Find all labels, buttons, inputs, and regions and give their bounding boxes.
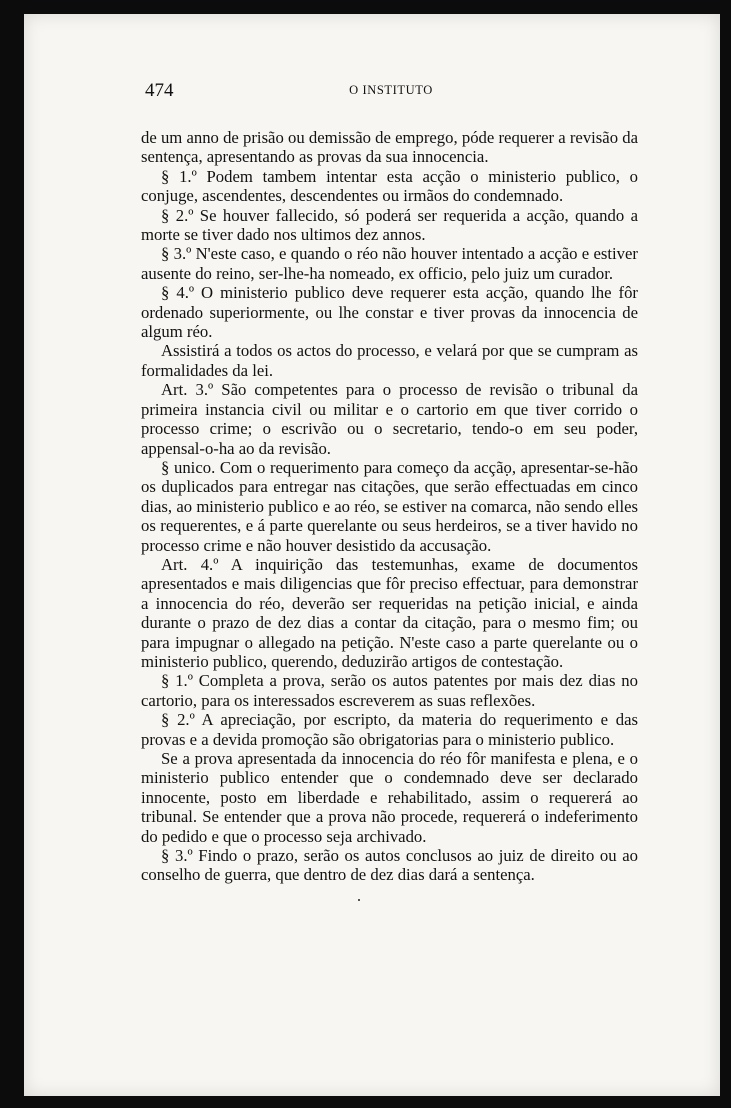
body-text — [141, 128, 638, 885]
paragraph: § 3.º Findo o prazo, serão os autos conclusos ao juiz de direito ou ao conselho de guerra, que dentro de dez dias dará a sentença. — [141, 846, 638, 885]
paragraph: § 1.º Podem tambem intentar esta acção o ministerio publico, o conjuge, ascendentes, descendentes ou irmãos do condemnado. — [141, 166, 638, 206]
paragraph: § 2.º Se houver fallecido, só poderá ser requerida a acção, quando a morte se tiver dado nos ultimos dez annos. — [141, 205, 638, 245]
paragraph: Art. 3.º São competentes para o processo de revisão o tribunal da primeira instancia civil ou militar e o cartorio em que tiver corrido o processo crime; o escrivão ou o secretario, tendo-o em seu poder, appensal-o-ha ao da revisão. — [141, 380, 638, 458]
paragraph: § 1.º Completa a prova, serão os autos patentes por mais dez dias no cartorio, para os interessados escreverem as suas reflexões. — [141, 671, 638, 710]
page-header — [145, 80, 637, 104]
paragraph: Assistirá a todos os actos do processo, e velará por que se cumpram as formalidades da lei. — [141, 341, 638, 380]
paragraph: § unico. Com o requerimento para começo da acção, apresentar-se-hão os duplicados para entregar nas citações, que serão effectuadas em cinco dias, ao ministerio publico e ao réo, se estiver na comarca, não sendo elles os requerentes, e á parte querelante ou seus herdeiros, se a tiver havido no processo crime e não houver desistido da accusação. — [141, 457, 638, 555]
paragraph: § 4.º O ministerio publico deve requerer esta acção, quando lhe fôr ordenado superiormente, ou lhe constar e tiver provas da innocencia de algum réo. — [141, 283, 638, 342]
page-number: 474 — [145, 80, 174, 101]
paragraph: de um anno de prisão ou demissão de emprego, póde requerer a revisão da sentença, apresentando as provas da sua innocencia. — [141, 128, 638, 167]
running-title: O INSTITUTO — [349, 83, 433, 97]
paragraph: Se a prova apresentada da innocencia do réo fôr manifesta e plena, e o ministerio publico entender que o condemnado deve ser declarado innocente, posto em liberdade e rehabilitado, assim o requererá ao tribunal. Se entender que a prova não procede, requererá o indeferimento do pedido e que o processo seja archivado. — [141, 749, 638, 846]
paragraph: Art. 4.º A inquirição das testemunhas, exame de documentos apresentados e mais diligencias que fôr preciso effectuar, para demonstrar a innocencia do réo, deverão ser requeridas na petição inicial, e ainda durante o prazo de dez dias a contar da citação, para o mesmo fim; ou para impugnar o allegado na petição. N'este caso a parte querelante ou o ministerio publico, querendo, deduzirão artigos de contestação. — [141, 554, 638, 671]
paragraph: § 2.º A apreciação, por escripto, da materia do requerimento e das provas e a devida promoção são obrigatorias para o ministerio publico. — [141, 710, 638, 749]
paragraph: § 3.º N'este caso, e quando o réo não houver intentado a acção e estiver ausente do reino, ser-lhe-ha nomeado, ex officio, pelo juiz um curador. — [141, 244, 638, 283]
ink-speck — [358, 899, 360, 901]
